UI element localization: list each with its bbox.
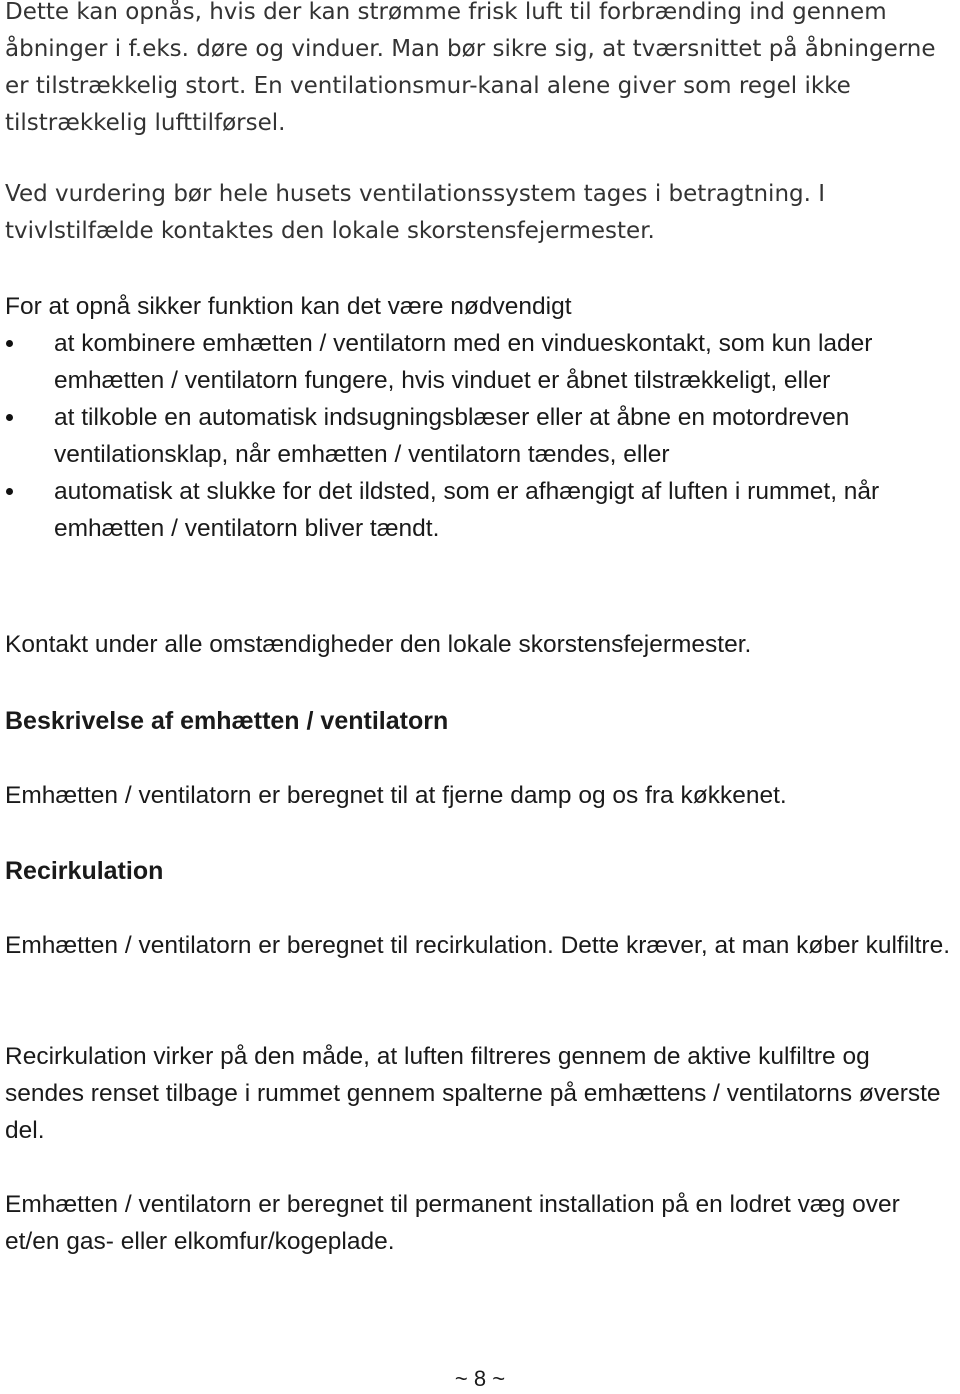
- paragraph-recirculation-function: Recirkulation virker på den måde, at luften filtreres gennem de aktive kulfiltre og sendes renset tilbage i rummet gennem spalterne på emhættens / ventilatorns øverste del.: [5, 1043, 941, 1144]
- requirements-bullet-list: [5, 325, 955, 547]
- heading-recirculation: Recirkulation: [5, 857, 164, 885]
- bullet-icon: [6, 340, 13, 347]
- list-item-text: automatisk at slukke for det ildsted, som er afhængigt af luften i rummet, når emhætten / ventilatorn bliver tændt.: [54, 478, 880, 542]
- list-item-text: at tilkoble en automatisk indsugningsblæser eller at åbne en motordreven ventilationsklap, når emhætten / ventilatorn tændes, eller: [54, 404, 850, 468]
- paragraph-assessment: Ved vurdering bør hele husets ventilationssystem tages i betragtning. I tvivlstilfælde kontaktes den lokale skorstensfejermester.: [5, 181, 826, 244]
- list-item: [5, 473, 955, 547]
- paragraph-installation: Emhætten / ventilatorn er beregnet til permanent installation på en lodret væg over et/en gas- eller elkomfur/kogeplade.: [5, 1191, 900, 1255]
- list-item: [5, 399, 955, 473]
- list-item: [5, 325, 955, 399]
- page-number: ~ 8 ~: [454, 1366, 506, 1391]
- paragraph-intro: Dette kan opnås, hvis der kan strømme frisk luft til forbrænding ind gennem åbninger i f.eks. døre og vinduer. Man bør sikre sig, at tværsnittet på åbningerne er tilstrækkelig stort. En ventilationsmur-kanal alene giver som regel ikke tilstrækkelig lufttilførsel.: [5, 0, 936, 136]
- paragraph-safe-function: For at opnå sikker funktion kan det være nødvendigt: [5, 293, 572, 320]
- paragraph-recirculation-filters: Emhætten / ventilatorn er beregnet til recirkulation. Dette kræver, at man køber kulfiltre.: [5, 932, 951, 959]
- bullet-icon: [6, 414, 13, 421]
- list-item-text: at kombinere emhætten / ventilatorn med en vindueskontakt, som kun lader emhætten / ventilatorn fungere, hvis vinduet er åbnet tilstrækkeligt, eller: [54, 330, 873, 394]
- heading-description: Beskrivelse af emhætten / ventilatorn: [5, 707, 449, 735]
- paragraph-description: Emhætten / ventilatorn er beregnet til at fjerne damp og os fra køkkenet.: [5, 782, 787, 809]
- bullet-icon: [6, 488, 13, 495]
- paragraph-contact: Kontakt under alle omstændigheder den lokale skorstensfejermester.: [5, 631, 752, 658]
